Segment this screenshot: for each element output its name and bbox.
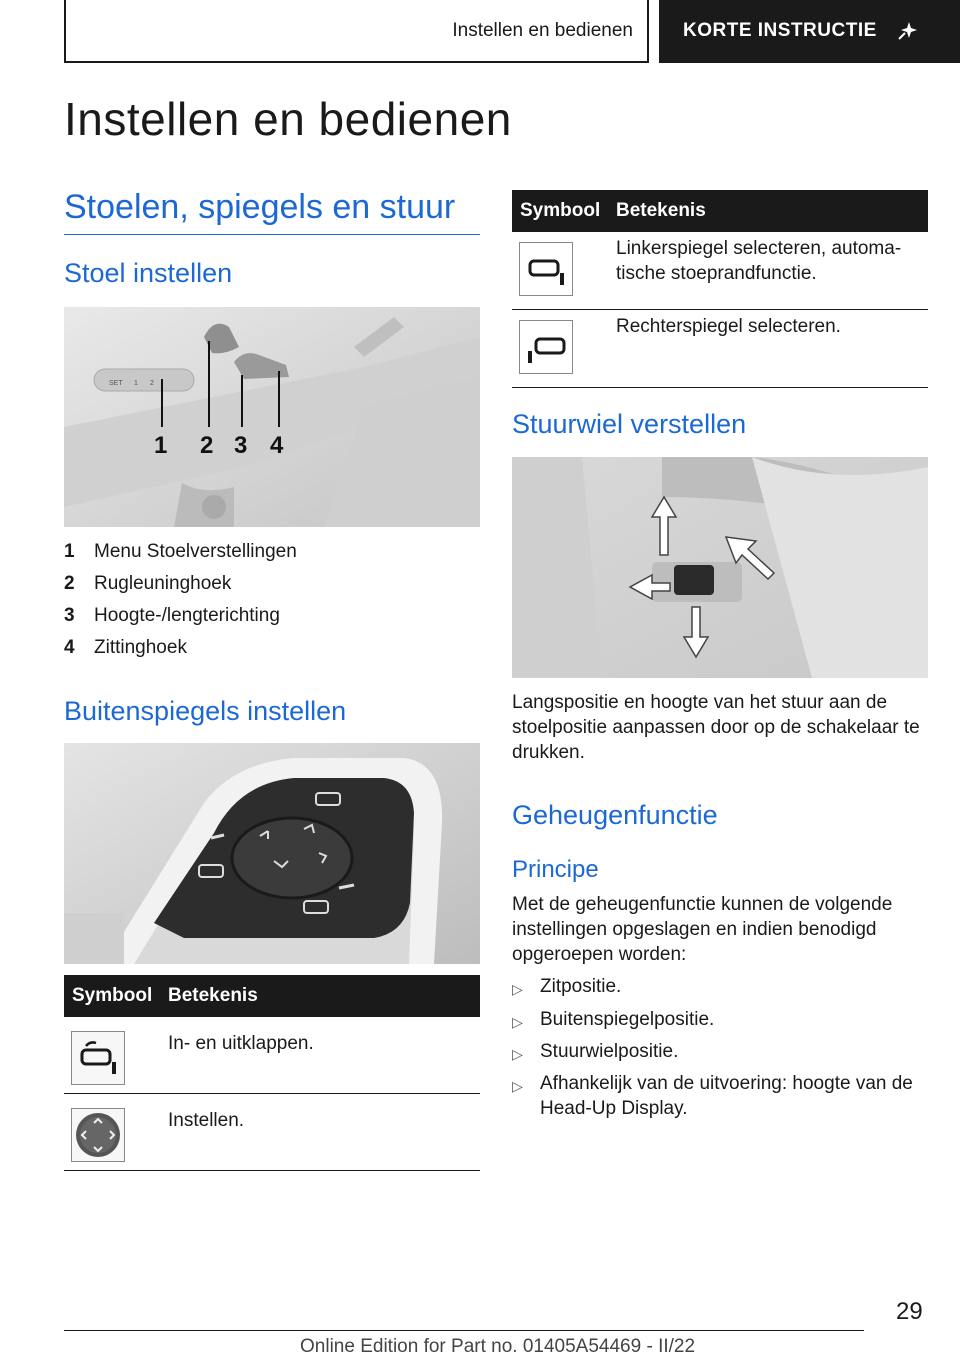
seat-controls-image <box>64 307 480 527</box>
list-item-text: Rugleuninghoek <box>94 573 232 594</box>
table-cell-meaning: Rechterspiegel selecteren. <box>616 316 841 337</box>
table-header-symbol: Symbool <box>520 200 601 221</box>
section-title: Stoelen, spiegels en stuur <box>64 188 456 226</box>
callout-1: 1 <box>154 432 168 459</box>
mirror-symbol-table <box>64 975 480 1171</box>
list-item-number: 3 <box>64 605 75 626</box>
table-header-meaning: Betekenis <box>616 200 706 221</box>
section-rule <box>64 234 480 235</box>
table-row <box>512 232 928 310</box>
table-cell-meaning: In- en uitklappen. <box>168 1033 314 1054</box>
mirror-fold-icon <box>71 1031 125 1085</box>
mirrors-heading: Buitenspiegels instellen <box>64 696 347 726</box>
table-header <box>64 975 480 1017</box>
mirror-adjust-icon <box>71 1108 125 1162</box>
list-item-number: 4 <box>64 637 75 658</box>
header-section-label: Instellen en bedienen <box>452 19 633 41</box>
table-header-symbol: Symbool <box>72 985 153 1006</box>
list-item-text: Menu Stoelverstellingen <box>94 541 297 562</box>
list-item <box>64 605 280 627</box>
bullet-triangle-icon: ▷ <box>512 1014 523 1030</box>
list-item <box>512 1007 928 1035</box>
list-item-text: Hoogte-/lengterichting <box>94 605 280 626</box>
list-item-text: Buitenspiegelpositie. <box>540 1009 715 1030</box>
header-section-tab <box>64 0 649 63</box>
list-item <box>64 573 231 595</box>
list-item-text: Stuurwielpositie. <box>540 1041 679 1062</box>
list-item <box>512 1071 928 1121</box>
seat-button-set-label: SET <box>109 380 123 387</box>
steering-adjust-image <box>512 457 928 678</box>
list-item-number: 1 <box>64 541 75 562</box>
list-item <box>512 1039 928 1067</box>
sparkle-icon <box>895 19 919 43</box>
table-row <box>64 1017 480 1094</box>
table-header <box>512 190 928 232</box>
mirror-switch-image <box>64 743 480 964</box>
callout-4: 4 <box>270 432 284 459</box>
page-title: Instellen en bedienen <box>64 93 512 145</box>
footer-edition: Online Edition for Part no. 01405A54469 - II/22 <box>300 1336 696 1357</box>
table-row <box>64 1094 480 1171</box>
header-quick-label: KORTE INSTRUCTIE <box>683 19 877 41</box>
steering-heading: Stuurwiel verstellen <box>512 409 747 439</box>
table-cell-meaning: Linkerspiegel selecteren, automa-tische stoeprandfunctie. <box>616 238 902 284</box>
memory-subheading: Principe <box>512 856 599 883</box>
callout-2: 2 <box>200 432 214 459</box>
list-item <box>512 974 928 1002</box>
list-item-number: 2 <box>64 573 75 594</box>
table-row <box>512 310 928 388</box>
list-item-text: Zittinghoek <box>94 637 187 658</box>
left-mirror-icon <box>519 242 573 296</box>
bullet-triangle-icon: ▷ <box>512 981 523 997</box>
table-header-meaning: Betekenis <box>168 985 258 1006</box>
seat-button-2-label: 2 <box>150 380 154 387</box>
seat-heading: Stoel instellen <box>64 258 233 288</box>
right-mirror-icon <box>519 320 573 374</box>
page-number: 29 <box>896 1298 923 1325</box>
callout-3: 3 <box>234 432 248 459</box>
memory-heading: Geheugenfunctie <box>512 800 718 830</box>
header-quick-tab <box>659 0 960 63</box>
memory-body: Met de geheugenfunctie kunnen de volgende instellingen opgeslagen en indien benodigd opgeroepen worden: <box>512 894 893 965</box>
bullet-triangle-icon: ▷ <box>512 1078 523 1094</box>
list-item-text: Afhankelijk van de uitvoering: hoogte van de Head-Up Display. <box>540 1073 913 1119</box>
steering-body: Langspositie en hoogte van het stuur aan de stoelpositie aanpassen door op de schakelaar te drukken. <box>512 692 920 763</box>
table-cell-meaning: Instellen. <box>168 1110 245 1131</box>
list-item-text: Zitpositie. <box>540 976 622 997</box>
footer-rule <box>64 1330 864 1331</box>
list-item <box>64 637 187 659</box>
list-item <box>64 541 297 563</box>
seat-button-1-label: 1 <box>134 380 138 387</box>
bullet-triangle-icon: ▷ <box>512 1046 523 1062</box>
mirror-select-table <box>512 190 928 388</box>
